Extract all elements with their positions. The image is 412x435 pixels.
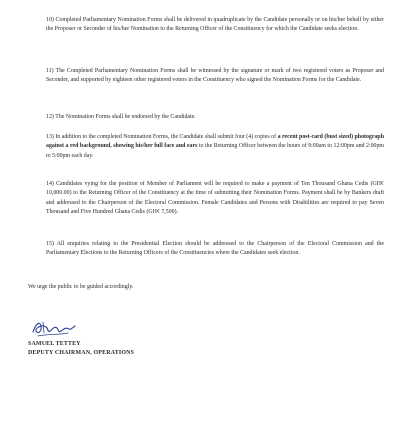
- clause-11: [46, 67, 384, 86]
- clause-text-before: In addition to the completed Nomination Forms, the Candidate shall submit four (4) copies of: [55, 134, 278, 140]
- clause-number: 11): [46, 68, 54, 74]
- clause-number: 12): [46, 114, 54, 120]
- clause-text: Completed Parliamentary Nomination Forms shall be delivered in quadruplicate by the Candidate personally or on his/her behalf by either the Proposer or Seconder of his/her Nomination to the Returning Officer of the Constituency for which the Candidate seeks election.: [46, 17, 384, 33]
- signatory-name: SAMUEL TETTEY: [28, 341, 81, 347]
- clause-13: [46, 133, 384, 161]
- clause-number: 13): [46, 134, 54, 140]
- clause-number: 15): [46, 241, 54, 247]
- signatory-title: DEPUTY CHAIRMAN, OPERATIONS: [28, 350, 135, 356]
- clause-text-bold: a recent post-card (bust sized) photograph against a red background, showing his/her full face and ears: [46, 134, 384, 150]
- clause-text: All enquiries relating to the Presidential Election should be addressed to the Chairperson of the Electoral Commission and the Parliamentary Elections to the Returning Officers of the Constituencies where the Candidates seek election.: [46, 241, 384, 257]
- clause-10: [46, 16, 384, 35]
- closing-statement: We urge the public to be guided accordingly.: [28, 284, 134, 290]
- clause-15: [46, 240, 384, 259]
- clause-text: Candidates vying for the position of Member of Parliament will be required to make a payment of Ten Thousand Ghana Cedis (GH¢ 10,000.00) to the Returning Officer of the Constituency at the time of submitting their Nomination Forms. Payment shall be by Bankers draft and addressed to the Chairperson of the Electoral Commission. Female Candidates and Persons with Disabilities are required to pay Seven Thousand and Five Hundred Ghana Cedis (GH¢ 7,500).: [46, 181, 384, 216]
- handwritten-signature: [30, 317, 80, 339]
- clause-text: The Nomination Forms shall be endorsed by the Candidate.: [55, 114, 196, 120]
- clause-text-after: to the Returning Officer between the hours of 9:00am to 12:00pm and 2:00pm to 5:00pm each day.: [46, 143, 385, 159]
- clause-14: [46, 180, 384, 218]
- clause-text: The Completed Parliamentary Nomination Forms shall be witnessed by the signature or mark of two registered voters as Proposer and Seconder, and supported by eighteen other registered voters in the Constituency who signed the Nomination Forms for the Candidate.: [46, 68, 384, 84]
- clause-number: 14): [46, 181, 54, 187]
- clause-12: [46, 113, 384, 122]
- clause-number: 10): [46, 17, 54, 23]
